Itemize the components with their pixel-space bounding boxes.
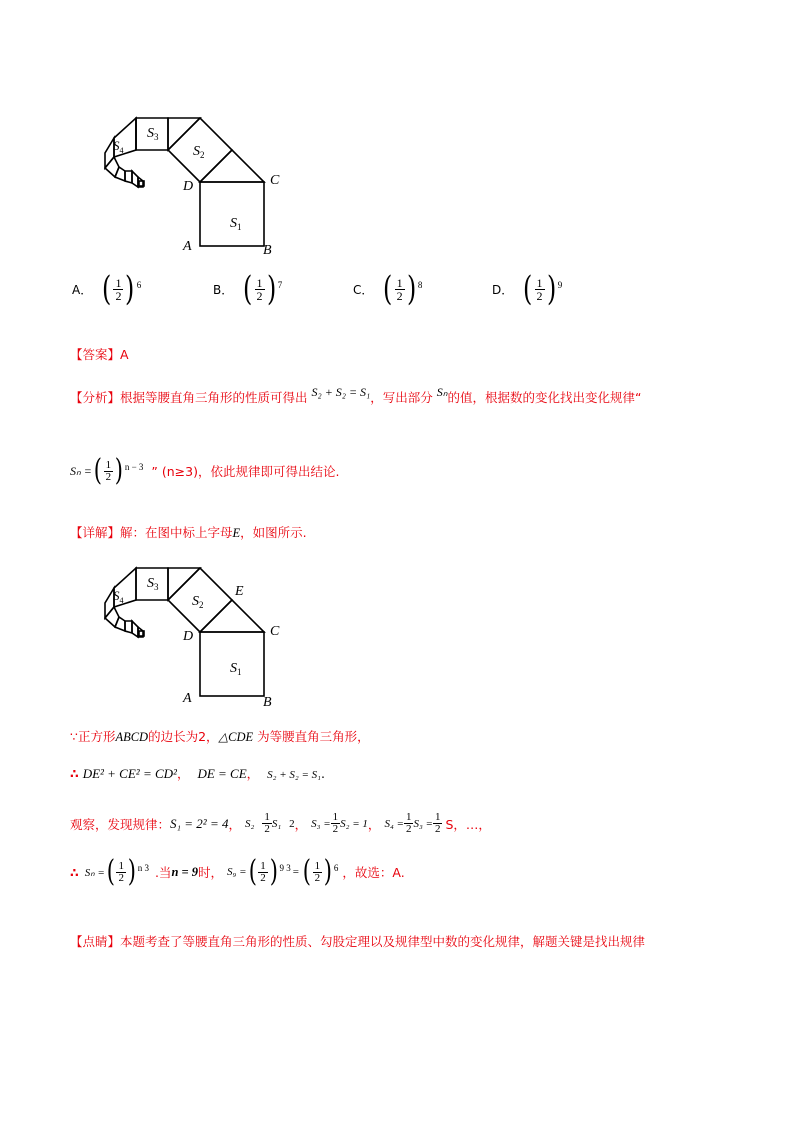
equation-area: S₂ + S₂ = S₁ <box>267 769 321 781</box>
step-text: ∵正方形 <box>70 729 116 744</box>
fraction-power: ( $\frac{1}{2}$ ) 7 <box>243 269 283 309</box>
separator: ， <box>176 766 190 781</box>
equation-value: 2 <box>289 817 295 830</box>
label-s1: $S_1$ <box>230 216 242 232</box>
equation-s4: S₄ = <box>384 817 404 830</box>
period: . <box>320 766 325 781</box>
comment-line <box>70 932 645 950</box>
formula-s9: S₉ = <box>227 866 247 878</box>
step3-line: 观察，发现规律： S₁ = 2² = 4 ， S₂ $\frac{1}{2}$ S₁ 2 ， S₃ = $\frac{1}{2}$ S₂ = 1 ， S₄ = $\frac{1}{2}$ S₃ = $\frac{1}{2}$ S，…， <box>70 811 491 835</box>
label-s3: $S_3$ <box>147 576 159 592</box>
formula-s2-s2-s1: S₂ + S₂ = S₁ <box>311 385 371 399</box>
step-text: 时， <box>198 865 224 880</box>
fraction-power: ( $\frac{1}{2}$ ) 8 <box>383 269 423 309</box>
equation-s3-value: S₂ = 1 <box>340 817 368 830</box>
analysis-line <box>70 385 642 406</box>
label-c: C <box>270 173 280 188</box>
step-text: S，…， <box>445 816 491 832</box>
label-b: B <box>263 695 272 710</box>
fraction-power: ( $\frac{1}{2}$ ) 9 <box>523 269 563 309</box>
detail-tag: 【详解】 <box>70 525 121 540</box>
step-text: 的边长为2， <box>148 729 219 744</box>
analysis-text: ，写出部分 <box>370 390 433 405</box>
step2-line <box>70 764 325 782</box>
answer-tag: 【答案】 <box>70 347 121 362</box>
label-a: A <box>183 691 192 706</box>
answer-line <box>70 345 129 363</box>
option-label: D． <box>492 282 514 297</box>
figure-squares-top <box>95 105 305 255</box>
analysis-tag: 【分析】 <box>70 390 121 405</box>
step-text: ，故选：A. <box>342 865 405 880</box>
fraction-half: $\frac{1}{2}$ <box>434 811 441 835</box>
fraction-power: ( $\frac{1}{2}$ ) 6 <box>102 269 142 309</box>
step4-line <box>70 854 405 889</box>
option-label: B． <box>213 282 234 297</box>
step-text: .当 <box>154 865 172 880</box>
equation-s2: S₂ <box>245 817 255 830</box>
letter-e: E <box>232 526 241 540</box>
step1-line <box>70 727 370 745</box>
equation-de-ce: DE = CE <box>197 766 247 781</box>
option-b[interactable] <box>213 269 283 309</box>
formula-s9-power: ( $\frac{1}{2}$ ) 9 3 <box>248 854 291 889</box>
therefore-symbol: ∴ <box>70 766 79 781</box>
label-s2: $S_2$ <box>193 144 205 160</box>
formula-sn-lhs: Sₙ = <box>70 463 92 478</box>
fraction-half: $\frac{1}{2}$ <box>332 811 339 835</box>
comment-tag: 【点睛】 <box>70 934 121 949</box>
analysis-text: 根据等腰直角三角形的性质可得出 <box>120 390 308 405</box>
therefore-symbol: ∴ <box>70 864 79 880</box>
fraction-half: $\frac{1}{2}$ <box>264 811 270 835</box>
label-s2: $S_2$ <box>192 594 204 610</box>
detail-text: 解：在图中标上字母 <box>120 525 233 540</box>
formula-result-power: ( $\frac{1}{2}$ ) 6 <box>302 854 339 889</box>
formula-sn-lhs: Sₙ = <box>84 866 105 879</box>
label-s4: $S_4$ <box>113 588 124 605</box>
square-abcd: ABCD <box>115 730 149 744</box>
equation-pythagoras: DE² + CE² = CD² <box>82 766 177 781</box>
option-label: C． <box>353 282 374 297</box>
formula-sn-power: ( $\frac{1}{2}$ ) n 3 <box>106 854 149 889</box>
label-e: E <box>235 584 244 599</box>
label-d: D <box>183 629 194 644</box>
equation-s3: S₃ = <box>311 817 331 830</box>
label-c: C <box>270 624 280 639</box>
label-s4: $S_4$ <box>113 138 124 155</box>
label-d: D <box>183 179 194 194</box>
step-text: 观察，发现规律： <box>70 816 171 832</box>
detail-line <box>70 523 307 541</box>
label-b: B <box>263 243 272 255</box>
label-a: A <box>183 239 192 254</box>
analysis-text: 的值，根据数的变化找出变化规律“ <box>447 390 642 405</box>
step-text: 为等腰直角三角形， <box>257 729 370 744</box>
n-equals-9: n = 9 <box>171 864 199 879</box>
comment-text: 本题考查了等腰直角三角形的性质、勾股定理以及规律型中数的变化规律，解题关键是找出规律 <box>120 934 646 949</box>
analysis-text: ” (n≥3)，依此规律即可得出结论. <box>151 464 340 479</box>
option-label: A． <box>72 282 93 297</box>
option-d[interactable] <box>492 269 563 309</box>
formula-sn-power: ( $\frac{1}{2}$ ) n − 3 <box>93 453 144 488</box>
option-a[interactable] <box>72 269 142 309</box>
figure-squares-bottom <box>95 560 305 710</box>
label-s3: $S_3$ <box>147 126 159 142</box>
formula-sn: Sₙ <box>436 385 448 399</box>
equals-sign: = <box>292 866 299 878</box>
triangle-cde: △CDE <box>218 730 254 744</box>
equation-s4-mid: S₃ = <box>413 817 433 830</box>
fraction-half: $\frac{1}{2}$ <box>405 811 412 835</box>
analysis-formula-line <box>70 453 340 488</box>
label-s1: $S_1$ <box>230 661 242 677</box>
equation-s1-ref: S₁ <box>271 817 282 830</box>
detail-text: ，如图所示. <box>240 525 307 540</box>
option-c[interactable] <box>353 269 423 309</box>
equation-s1: S₁ = 2² = 4 <box>170 815 229 831</box>
separator: ， <box>246 766 260 781</box>
answer-value: A <box>120 347 129 362</box>
